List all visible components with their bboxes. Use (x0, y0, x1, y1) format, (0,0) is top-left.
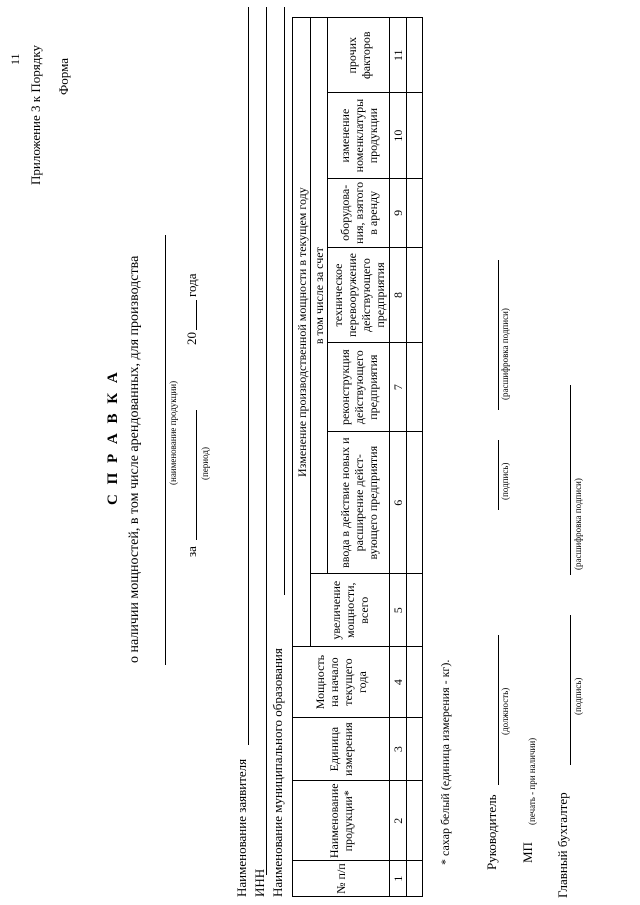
table-cell (407, 343, 423, 432)
period-caption: (период) (200, 447, 210, 480)
header-equipment: оборудова-ния, взятого в аренду (328, 178, 390, 247)
header-nomenclature: изменение номенклатуры продукции (328, 93, 390, 178)
period-line (196, 410, 197, 540)
table-cell (407, 647, 423, 718)
inn-line (266, 7, 267, 875)
header-capacity: Мощность на начало текущего года (293, 647, 390, 718)
table-cell (407, 717, 423, 780)
accountant-decoding-caption: (расшифровка подписи) (573, 478, 583, 570)
table-cell (407, 247, 423, 342)
head-decoding-line (498, 260, 499, 410)
header-change-group: Изменение производственной мощности в текущем году (293, 18, 311, 647)
year-line (196, 300, 197, 330)
col-number: 7 (390, 343, 407, 432)
table-cell (407, 93, 423, 178)
page-number: 11 (8, 53, 22, 65)
footnote: * сахар белый (единица измерения - кг). (438, 659, 452, 865)
col-number: 1 (390, 861, 407, 897)
head-position-line (498, 635, 499, 785)
col-number: 5 (390, 574, 407, 647)
appendix-label: Приложение 3 к Порядку (28, 45, 43, 185)
col-number: 4 (390, 647, 407, 718)
table-cell (407, 432, 423, 574)
header-no: № п/п (293, 861, 390, 897)
accountant-signature-caption: (подпись) (573, 677, 583, 715)
col-number: 3 (390, 717, 407, 780)
header-reconstruction: реконструкция действующего предприятия (328, 343, 390, 432)
col-number: 2 (390, 781, 407, 861)
table-cell (407, 574, 423, 647)
col-number: 10 (390, 93, 407, 178)
period-suffix: года (184, 273, 199, 297)
header-unit: Единица измерения (293, 717, 390, 780)
header-including-group: в том числе за счет (311, 18, 328, 574)
col-number: 9 (390, 178, 407, 247)
position-caption: (должность) (500, 687, 510, 735)
applicant-label: Наименование заявителя (234, 758, 249, 897)
municipality-label: Наименование муниципального образования (270, 648, 285, 897)
document-subtitle: о наличии мощностей, в том числе арендованных, для производства (127, 255, 142, 663)
product-name-line (165, 235, 166, 665)
header-other: прочих факторов (328, 18, 390, 94)
product-name-caption: (наименование продукции) (168, 380, 178, 485)
accountant-decoding-line (570, 385, 571, 575)
head-signature-line (498, 440, 499, 510)
header-new: ввода в действие новых и расширение дейст-вующего предприятия (328, 432, 390, 574)
head-label: Руководитель (484, 794, 499, 870)
chief-accountant-label: Главный бухгалтер (555, 792, 570, 898)
col-number: 6 (390, 432, 407, 574)
header-reequipment: техническое перевооружение действующего предприятия (328, 247, 390, 342)
accountant-signature-line (570, 615, 571, 765)
inn-label: ИНН (252, 868, 267, 897)
stamp-caption: (печать - при наличии) (527, 737, 537, 825)
capacity-table (292, 17, 423, 897)
table-cell (407, 781, 423, 861)
col-number: 11 (390, 18, 407, 94)
period-year-prefix: 20 (184, 332, 199, 345)
table-cell (407, 861, 423, 897)
applicant-line (248, 7, 249, 745)
header-product: Наименование продукции* (293, 781, 390, 861)
form-label: Форма (56, 58, 71, 95)
header-increase: увеличение мощности, всего (311, 574, 390, 647)
head-decoding-caption: (расшифровка подписи) (500, 308, 510, 400)
document-title: С П Р А В К А (105, 369, 121, 505)
municipality-line (284, 7, 285, 595)
table-cell (407, 18, 423, 94)
stamp-label: МП (520, 842, 535, 863)
head-signature-caption: (подпись) (500, 462, 510, 500)
table-cell (407, 178, 423, 247)
period-prefix: за (184, 546, 199, 557)
col-number: 8 (390, 247, 407, 342)
